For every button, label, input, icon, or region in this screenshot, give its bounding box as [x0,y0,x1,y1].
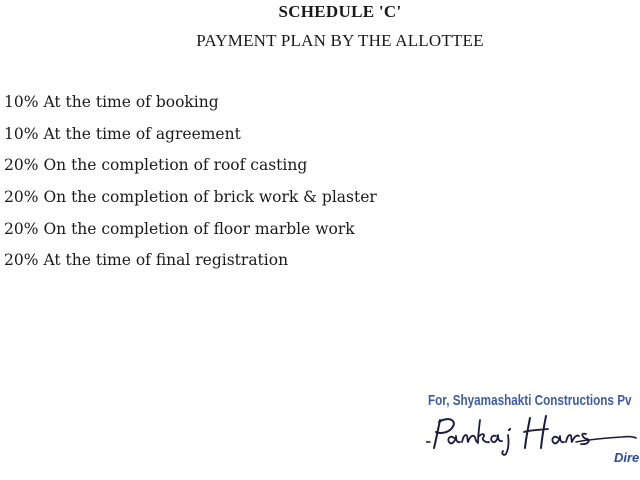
payment-plan-list [4,89,377,279]
plan-item-stage: At the time of final registration [43,251,289,270]
plan-item-stage: At the time of agreement [43,124,241,143]
plan-item-percent: 10% [4,124,39,143]
schedule-title: SCHEDULE 'C' [278,2,402,21]
company-stamp: For, Shyamashakti Constructions Pv [428,392,632,409]
plan-item-percent: 20% [4,156,39,175]
plan-item [4,184,377,216]
plan-item-percent: 20% [4,251,39,270]
plan-item-percent: 20% [4,219,39,238]
plan-item-stage: On the completion of brick work & plaster [43,188,377,207]
plan-item-stage: On the completion of roof casting [43,156,308,175]
handwritten-signature [426,412,640,460]
plan-item [4,152,377,184]
plan-item-stage: On the completion of floor marble work [43,219,355,238]
plan-item [4,247,377,279]
payment-plan-heading: PAYMENT PLAN BY THE ALLOTTEE [196,31,484,50]
signature-strokes [426,416,636,455]
plan-item [4,121,377,153]
plan-item [4,89,377,121]
designation-stamp: Dire [614,450,640,465]
plan-item-percent: 20% [4,188,39,207]
plan-item-stage: At the time of booking [43,93,219,111]
plan-item-percent: 10% [4,93,39,111]
signature-stamp-block [426,392,640,480]
plan-item [4,216,377,248]
